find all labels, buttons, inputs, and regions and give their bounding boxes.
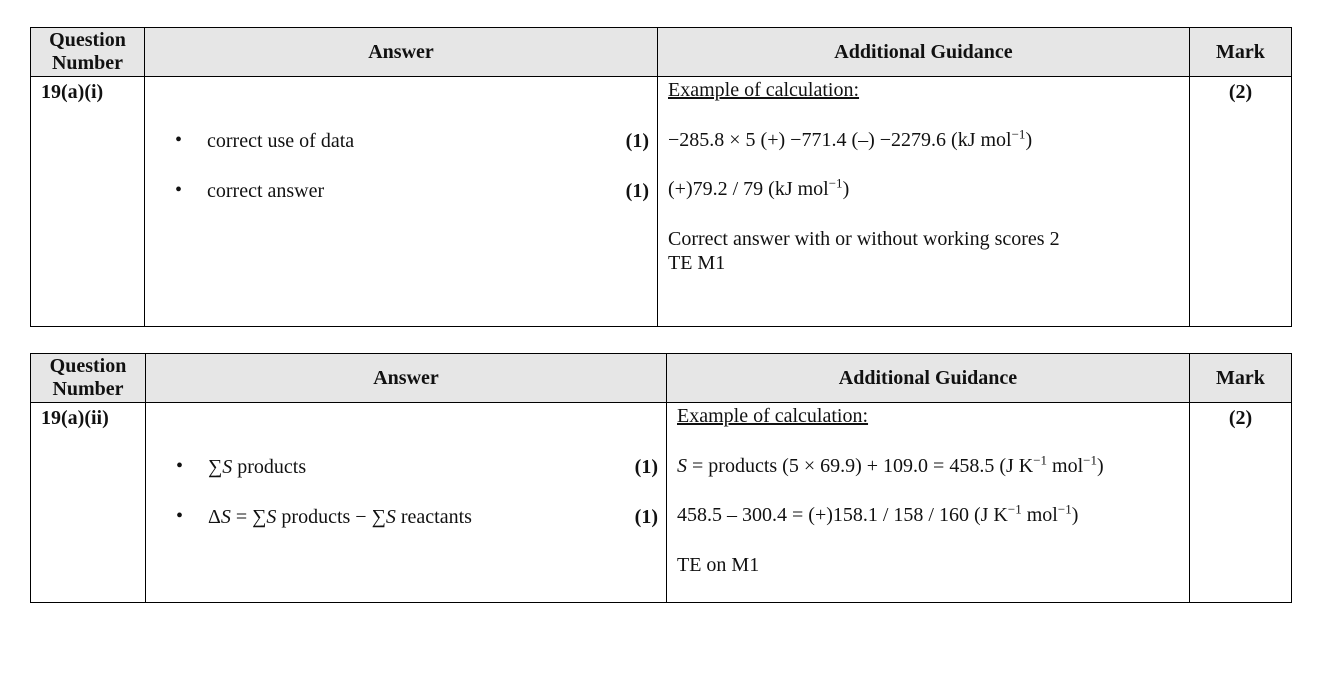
guidance-line xyxy=(668,175,850,201)
answer-text-part: products − ∑ xyxy=(276,506,386,528)
answer-mark: (1) xyxy=(625,180,649,202)
guidance-text: = products (5 × 69.9) + 109.0 = 458.5 (J K xyxy=(687,455,1034,477)
guidance-line: Correct answer with or without working scores 2 xyxy=(668,228,1060,250)
question-row xyxy=(31,77,1292,327)
delta-symbol: Δ xyxy=(208,506,221,528)
answer-mark: (1) xyxy=(625,130,649,152)
mark-header: Mark xyxy=(1190,28,1292,77)
answer-text xyxy=(208,506,472,529)
answer-mark: (1) xyxy=(634,456,658,478)
answer-text xyxy=(208,456,306,479)
mark-header: Mark xyxy=(1190,354,1292,403)
bullet-icon: • xyxy=(175,129,183,151)
guidance-text: mol xyxy=(1047,455,1084,477)
question-number-header xyxy=(31,354,146,403)
answer-text: correct answer xyxy=(207,180,325,202)
guidance-line xyxy=(677,452,1104,478)
superscript: −1 xyxy=(1007,501,1022,517)
total-mark: (2) xyxy=(1228,407,1253,429)
variable: S xyxy=(222,456,233,478)
header-question-line2: Number xyxy=(52,378,124,400)
answer-text-part: = ∑ xyxy=(230,506,267,528)
answer-point xyxy=(145,130,657,154)
answer-point xyxy=(146,456,666,480)
answer-text-part: products xyxy=(232,456,307,478)
superscript: −1 xyxy=(1083,452,1098,468)
answer-mark: (1) xyxy=(634,506,658,528)
bullet-icon: • xyxy=(175,179,183,201)
superscript: −1 xyxy=(828,175,843,191)
guidance-text: ) xyxy=(1071,504,1079,526)
guidance-text: (+)79.2 / 79 (kJ mol xyxy=(668,178,829,200)
guidance-heading: Example of calculation: xyxy=(677,405,869,427)
variable: S xyxy=(385,506,396,528)
answer-header: Answer xyxy=(146,354,667,403)
mark-scheme-table-19ai xyxy=(30,27,1292,327)
question-number-header xyxy=(31,28,145,77)
superscript: −1 xyxy=(1011,126,1026,142)
mark-scheme-table-19aii xyxy=(30,353,1292,603)
answer-header: Answer xyxy=(145,28,658,77)
guidance-line: TE M1 xyxy=(668,252,726,274)
guidance-text: mol xyxy=(1021,504,1058,526)
guidance-text: ) xyxy=(1097,455,1104,477)
guidance-text: −285.8 × 5 (+) −771.4 (–) −2279.6 (kJ mol xyxy=(668,129,1012,151)
superscript: −1 xyxy=(1033,452,1048,468)
guidance-text: 458.5 – 300.4 = (+)158.1 / 158 / 160 (J K xyxy=(677,504,1008,526)
guidance-cell xyxy=(667,403,1190,603)
answer-text-part: reactants xyxy=(395,506,472,528)
header-question-line1: Question xyxy=(49,29,126,51)
total-mark: (2) xyxy=(1228,81,1253,103)
guidance-text: ) xyxy=(1025,129,1033,151)
header-row xyxy=(31,354,1292,403)
guidance-heading: Example of calculation: xyxy=(668,79,860,101)
guidance-header: Additional Guidance xyxy=(658,28,1190,77)
header-row xyxy=(31,28,1292,77)
guidance-text: ) xyxy=(842,178,850,200)
variable: S xyxy=(677,455,687,477)
answer-cell xyxy=(145,77,658,327)
header-question-line1: Question xyxy=(49,355,127,377)
variable: S xyxy=(220,506,231,528)
sum-symbol: ∑ xyxy=(208,456,223,478)
mark-cell xyxy=(1190,403,1292,603)
question-number: 19(a)(i) xyxy=(31,77,145,327)
answer-point xyxy=(145,180,657,204)
guidance-line: TE on M1 xyxy=(677,554,760,576)
header-question-line2: Number xyxy=(51,52,124,74)
bullet-icon: • xyxy=(176,455,184,477)
bullet-icon: • xyxy=(176,505,184,527)
answer-cell xyxy=(146,403,667,603)
question-number: 19(a)(ii) xyxy=(31,403,146,603)
mark-cell xyxy=(1190,77,1292,327)
question-row xyxy=(31,403,1292,603)
answer-point xyxy=(146,506,666,530)
answer-text: correct use of data xyxy=(207,130,355,152)
guidance-line xyxy=(677,501,1079,527)
variable: S xyxy=(266,506,277,528)
superscript: −1 xyxy=(1057,501,1072,517)
guidance-header: Additional Guidance xyxy=(667,354,1190,403)
guidance-cell xyxy=(658,77,1190,327)
guidance-line xyxy=(668,126,1033,152)
